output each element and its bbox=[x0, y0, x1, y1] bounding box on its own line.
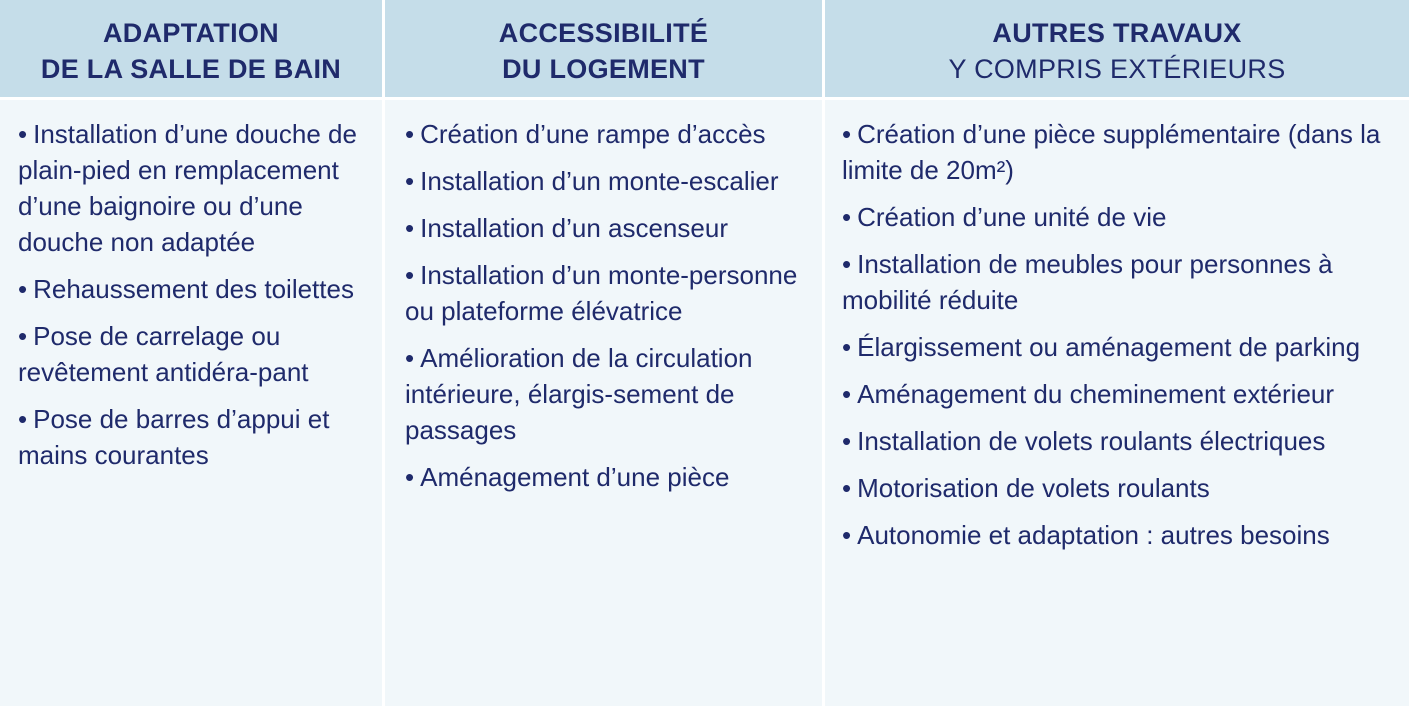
bullet-icon: • bbox=[18, 404, 28, 434]
list-item bbox=[405, 257, 804, 329]
list-item-text: Création d’une rampe d’accès bbox=[420, 119, 766, 149]
bullet-icon: • bbox=[405, 166, 415, 196]
list-item-text: Installation de meubles pour personnes à mobilité réduite bbox=[842, 249, 1333, 315]
list-item bbox=[18, 271, 364, 307]
bullet-icon: • bbox=[18, 119, 28, 149]
list-item-text: Installation d’un monte-personne ou plateforme élévatrice bbox=[405, 260, 798, 326]
list-item bbox=[842, 470, 1391, 506]
list-item-text: Motorisation de volets roulants bbox=[857, 473, 1210, 503]
column-accessibility bbox=[385, 100, 825, 706]
header-other-works bbox=[825, 0, 1409, 100]
list-item bbox=[842, 376, 1391, 412]
list-item-text: Installation de volets roulants électriques bbox=[857, 426, 1326, 456]
list-item-text: Amélioration de la circulation intérieure, élargis-sement de passages bbox=[405, 343, 753, 445]
bullet-icon: • bbox=[405, 119, 415, 149]
list-item bbox=[842, 517, 1391, 553]
list-item-text: Installation d’un monte-escalier bbox=[420, 166, 779, 196]
list-item bbox=[18, 116, 364, 260]
header-accessibility-line2: DU LOGEMENT bbox=[502, 53, 705, 84]
column-bathroom bbox=[0, 100, 385, 706]
list-item bbox=[18, 318, 364, 390]
header-other-works-line1: AUTRES TRAVAUX bbox=[992, 17, 1242, 48]
list-item bbox=[842, 329, 1391, 365]
list-item-text: Installation d’un ascenseur bbox=[420, 213, 728, 243]
bullet-icon: • bbox=[842, 426, 852, 456]
bullet-icon: • bbox=[842, 473, 852, 503]
bullet-icon: • bbox=[842, 119, 852, 149]
bullet-icon: • bbox=[405, 343, 415, 373]
list-item bbox=[405, 459, 804, 495]
header-accessibility-line1: ACCESSIBILITÉ bbox=[498, 17, 709, 48]
bullet-icon: • bbox=[842, 202, 852, 232]
list-item-text: Aménagement d’une pièce bbox=[420, 462, 730, 492]
list-item-text: Élargissement ou aménagement de parking bbox=[857, 332, 1361, 362]
bullet-icon: • bbox=[842, 379, 852, 409]
header-other-works-line2: Y COMPRIS EXTÉRIEURS bbox=[948, 53, 1286, 84]
bullet-icon: • bbox=[842, 249, 852, 279]
column-other-works bbox=[825, 100, 1409, 706]
bullet-icon: • bbox=[405, 260, 415, 290]
list-item-text: Installation d’une douche de plain-pied en remplacement d’une baignoire ou d’une douche non adaptée bbox=[18, 119, 357, 257]
header-bathroom-line1: ADAPTATION bbox=[103, 17, 279, 48]
bullet-icon: • bbox=[405, 462, 415, 492]
list-item-text: Aménagement du cheminement extérieur bbox=[857, 379, 1335, 409]
list-item-text: Pose de barres d’appui et mains courantes bbox=[18, 404, 330, 470]
list-item bbox=[405, 163, 804, 199]
bullet-icon: • bbox=[18, 274, 28, 304]
list-item bbox=[842, 246, 1391, 318]
list-item-text: Création d’une unité de vie bbox=[857, 202, 1167, 232]
bullet-icon: • bbox=[405, 213, 415, 243]
bullet-icon: • bbox=[842, 520, 852, 550]
list-item-text: Pose de carrelage ou revêtement antidéra-pant bbox=[18, 321, 309, 387]
list-item bbox=[842, 423, 1391, 459]
list-item-text: Rehaussement des toilettes bbox=[33, 274, 354, 304]
list-bathroom bbox=[18, 116, 364, 473]
list-item bbox=[405, 116, 804, 152]
list-other-works bbox=[842, 116, 1391, 553]
bullet-icon: • bbox=[842, 332, 852, 362]
list-item bbox=[405, 210, 804, 246]
bullet-icon: • bbox=[18, 321, 28, 351]
list-item bbox=[842, 116, 1391, 188]
list-item bbox=[405, 340, 804, 448]
header-bathroom-line2: DE LA SALLE DE BAIN bbox=[40, 53, 342, 84]
list-item bbox=[18, 401, 364, 473]
list-item-text: Création d’une pièce supplémentaire (dans la limite de 20m²) bbox=[842, 119, 1381, 185]
list-item-text: Autonomie et adaptation : autres besoins bbox=[857, 520, 1330, 550]
header-bathroom bbox=[0, 0, 385, 100]
list-accessibility bbox=[405, 116, 804, 495]
list-item bbox=[842, 199, 1391, 235]
header-accessibility bbox=[385, 0, 825, 100]
